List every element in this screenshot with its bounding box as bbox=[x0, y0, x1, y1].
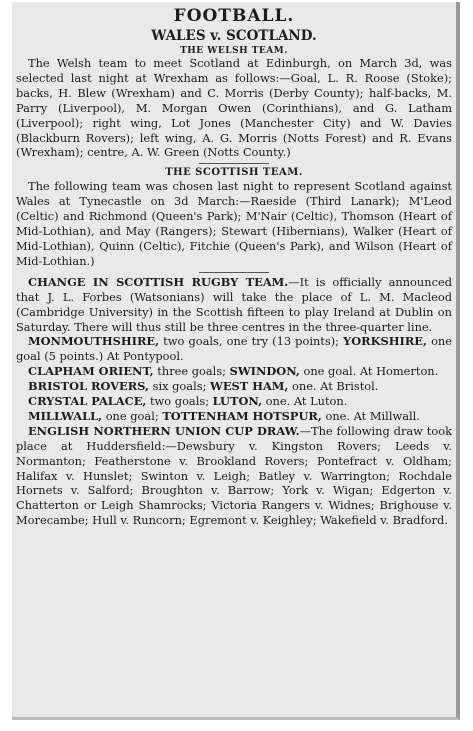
cup-draw-lead: ENGLISH NORTHERN UNION CUP DRAW. bbox=[28, 423, 300, 438]
rugby-change-lead: CHANGE IN SCOTTISH RUGBY TEAM. bbox=[28, 274, 289, 289]
rugby-change-paragraph bbox=[16, 275, 452, 335]
team-name: LUTON, bbox=[212, 394, 263, 409]
cup-draw-text: —The following draw took place at Huddersfield:—Dewsbury v. Kingston Rovers; Leeds v. Normanton; Featherstone v. Brookland Rovers; Pontefract v. Oldham; Halifax v. Hunslet; Swinton v. Leigh; Batley v. Warrington; Rochdale Hornets v. Salford; Broughton v. Barrow; York v. Wigan; Edgerton v. Chatterton or Leigh Shamrocks; Victoria Rangers v. Widnes; Brighouse v. Morecambe; Hull v. Runcorn; Egremont v. Keighley; Wakefield v. Bradford. bbox=[16, 423, 452, 528]
score: one goal; bbox=[105, 408, 159, 423]
scottish-team-paragraph: The following team was chosen last night to represent Scotland against Wales at Tynecastle on 3d March:—Raeside (Third Lanark); M'Leod (Celtic) and Richmond (Queen's Park); M'Nair (Celtic), Thomson (Heart of Mid-Lothian), and May (Rangers); Stewart (Hibernians), Walker (Heart of Mid-Lothian), Quinn (Celtic), Fitchie (Queen's Park), and Wilson (Heart of Mid-Lothian.) bbox=[16, 179, 452, 268]
team-name: CLAPHAM ORIENT, bbox=[28, 364, 154, 379]
score: one. At Bristol. bbox=[292, 379, 379, 394]
score: three goals; bbox=[157, 364, 227, 379]
score: one. At Luton. bbox=[265, 394, 348, 409]
score: two goals, one try (13 points); bbox=[163, 334, 340, 349]
divider bbox=[199, 272, 269, 273]
result-item bbox=[16, 379, 452, 394]
result-item bbox=[16, 394, 452, 409]
cup-draw-paragraph bbox=[16, 424, 452, 528]
newspaper-clipping bbox=[12, 2, 460, 720]
result-item bbox=[16, 334, 452, 364]
welsh-team-heading: THE WELSH TEAM. bbox=[180, 46, 288, 56]
score: one. At Millwall. bbox=[325, 408, 420, 423]
score: one goal (5 points.) At Pontypool. bbox=[16, 334, 452, 364]
team-name: MILLWALL, bbox=[28, 408, 103, 423]
team-name: SWINDON, bbox=[229, 364, 300, 379]
score: one goal. At Homerton. bbox=[303, 364, 439, 379]
result-item bbox=[16, 364, 452, 379]
scottish-team-heading: THE SCOTTISH TEAM. bbox=[165, 167, 303, 179]
rugby-change-text: —It is officially announced that J. L. Forbes (Watsonians) will take the place of L. M. Macleod (Cambridge University) in the Scottish fifteen to play Ireland at Dublin on Saturday. There will thus still be three centres in the three-quarter line. bbox=[16, 274, 452, 334]
welsh-team-paragraph: The Welsh team to meet Scotland at Edinburgh, on March 3d, was selected last night at Wrexham as follows:—Goal, L. R. Roose (Stoke); backs, H. Blew (Wrexham) and C. Morris (Derby County); half-backs, M. Parry (Liverpool), M. Morgan Owen (Corinthians), and G. Latham (Liverpool); right wing, Lot Jones (Manchester City) and W. Davies (Blackburn Rovers); left wing, A. G. Morris (Notts Forest) and R. Evans (Wrexham); centre, A. W. Green (Notts County.) bbox=[16, 56, 452, 160]
result-item bbox=[16, 409, 452, 424]
team-name: TOTTENHAM HOTSPUR, bbox=[162, 408, 322, 423]
team-name: YORKSHIRE, bbox=[343, 334, 427, 349]
score: two goals; bbox=[149, 394, 210, 409]
divider bbox=[199, 163, 269, 164]
team-name: CRYSTAL PALACE, bbox=[28, 394, 147, 409]
match-heading: WALES v. SCOTLAND. bbox=[151, 28, 317, 44]
score: six goals; bbox=[152, 379, 207, 394]
team-name: WEST HAM, bbox=[210, 379, 289, 394]
section-title: FOOTBALL. bbox=[173, 6, 295, 26]
team-name: MONMOUTHSHIRE, bbox=[28, 334, 160, 349]
team-name: BRISTOL ROVERS, bbox=[28, 379, 149, 394]
